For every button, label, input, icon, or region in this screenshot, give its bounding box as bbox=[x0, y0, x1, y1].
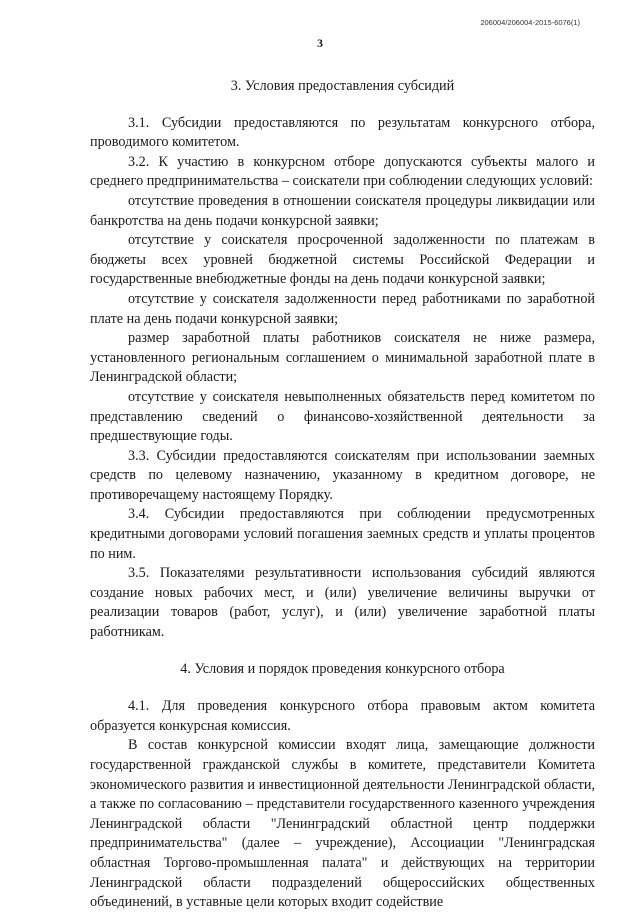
paragraph-commission-composition: В состав конкурсной комиссии входят лица, замещающие должности государственной гражданской службы в комитете, представители Комитета экономического развития и инвестиционной деятельности Ленинградской области, а также по согласованию – представители государственного казенного учреждения Ленинградской области "Ленинградский областной центр поддержки предпринимательства" (далее – учреждение), Ассоциации "Ленинградская областная Торгово-промышленная палата" и действующих на территории Ленинградской области подразделений общероссийских общественных объединений, в уставные цели которых входит содействие bbox=[90, 737, 595, 911]
paragraph-3-1: 3.1. Субсидии предоставляются по результатам конкурсного отбора, проводимого комитетом. bbox=[90, 114, 595, 151]
page-number: 3 bbox=[317, 36, 323, 50]
condition-minimum-wage: размер заработной платы работников соискателя не ниже размера, установленного региональным соглашением о минимальной заработной плате в Ленинградской области; bbox=[90, 330, 595, 386]
document-id: 206004/206004-2015-6076(1) bbox=[480, 18, 580, 27]
condition-no-liquidation: отсутствие проведения в отношении соискателя процедуры ликвидации или банкротства на день подачи конкурсной заявки; bbox=[90, 192, 595, 229]
condition-no-wage-debt: отсутствие у соискателя задолженности перед работниками по заработной плате на день подачи конкурсной заявки; bbox=[90, 290, 595, 327]
section-3-heading: 3. Условия предоставления субсидий bbox=[230, 78, 455, 94]
paragraph-3-5: 3.5. Показателями результативности использования субсидий являются создание новых рабочих мест, и (или) увеличение величины выручки от реализации товаров (работ, услуг), и (или) увеличение заработной платы работникам. bbox=[90, 565, 595, 641]
paragraph-3-2: 3.2. К участию в конкурсном отборе допускаются субъекты малого и среднего предпринимательства – соискатели при соблюдении следующих условий: bbox=[90, 153, 595, 190]
paragraph-3-3: 3.3. Субсидии предоставляются соискателям при использовании заемных средств по целевому назначению, указанному в кредитном договоре, не противоречащему настоящему Порядку. bbox=[90, 447, 595, 503]
section-4-heading: 4. Условия и порядок проведения конкурсного отбора bbox=[180, 660, 505, 677]
paragraph-3-4: 3.4. Субсидии предоставляются при соблюдении предусмотренных кредитными договорами условий погашения заемных средств и уплаты процентов по ним. bbox=[90, 506, 595, 562]
condition-no-tax-debt: отсутствие у соискателя просроченной задолженности по платежам в бюджеты всех уровней бюджетной системы Российской Федерации и государственные внебюджетные фонды на день подачи конкурсной заявки; bbox=[90, 232, 595, 288]
document-body bbox=[90, 77, 595, 913]
paragraph-4-1: 4.1. Для проведения конкурсного отбора правовым актом комитета образуется конкурсная комиссия. bbox=[90, 698, 595, 734]
condition-reporting-obligations: отсутствие у соискателя невыполненных обязательств перед комитетом по представлению сведений о финансово-хозяйственной деятельности за предшествующие годы. bbox=[90, 388, 595, 445]
